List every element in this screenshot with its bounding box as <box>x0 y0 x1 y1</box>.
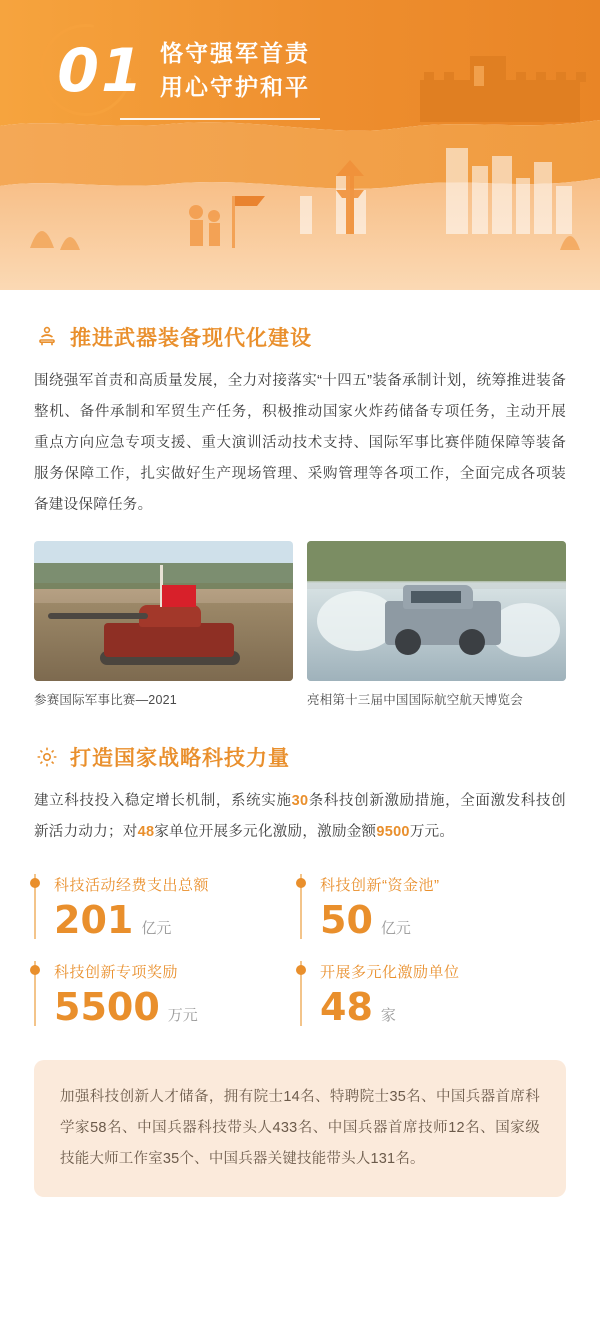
photo-block-vehicle <box>307 541 566 708</box>
stat-label: 科技创新“资金池” <box>320 877 440 894</box>
stat-number: 48 <box>320 985 373 1029</box>
section-heading-weapons <box>34 322 600 352</box>
banner-title <box>160 36 310 104</box>
tech-number-2: 48 <box>137 824 155 840</box>
stat-item <box>300 874 566 942</box>
photo-caption-tank: 参赛国际军事比赛—2021 <box>34 693 177 707</box>
tech-text-part4: 万元。 <box>409 824 455 840</box>
photo-row <box>34 541 566 708</box>
stat-value-row <box>54 985 300 1029</box>
stat-unit: 亿元 <box>380 920 411 937</box>
tech-text-part1: 建立科技投入稳定增长机制，系统实施 <box>34 793 292 809</box>
stat-label: 科技创新专项奖励 <box>54 964 179 981</box>
stat-value-row <box>54 898 300 942</box>
section-paragraph-weapons: 围绕强军首责和高质量发展，全力对接落实“十四五”装备承制计划，统筹推进装备整机、备件承制和军贸生产任务，积极推动国家火炸药储备专项任务，主动开展重点方向应急专项支援、重大演训活动技术支持、国际军事比赛伴随保障等装备服务保障工作，扎实做好生产现场管理、采购管理等各项工作，全面完成各项装备建设保障任务。 <box>34 373 566 513</box>
stat-number: 50 <box>320 898 373 942</box>
stat-number: 201 <box>54 898 134 942</box>
section-paragraph-technology <box>34 786 566 848</box>
tank-photo <box>34 541 293 681</box>
title-underline <box>120 118 320 120</box>
stat-label: 开展多元化激励单位 <box>320 964 460 981</box>
stat-item <box>34 961 300 1029</box>
header-banner <box>0 0 600 290</box>
podium-icon <box>34 324 60 350</box>
photo-caption-vehicle: 亮相第十三届中国国际航空航天博览会 <box>307 693 523 707</box>
section-heading-technology <box>34 742 600 772</box>
section-weapons <box>0 322 600 521</box>
stat-grid <box>34 874 566 1029</box>
stat-value-row <box>320 898 566 942</box>
section-technology <box>0 742 600 848</box>
section-heading-text: 推进武器装备现代化建设 <box>70 327 312 350</box>
tech-text-part3: 家单位开展多元化激励，激励金额 <box>154 824 377 840</box>
stat-unit: 亿元 <box>141 920 172 937</box>
banner-title-line1: 恪守强军首责 <box>160 40 310 66</box>
bullet-dot <box>30 965 40 975</box>
stat-item <box>300 961 566 1029</box>
photo-block-tank <box>34 541 293 708</box>
stat-item <box>34 874 300 942</box>
stat-unit: 家 <box>380 1007 396 1024</box>
gear-icon <box>34 744 60 770</box>
bullet-dot <box>30 878 40 888</box>
stat-number: 5500 <box>54 985 160 1029</box>
tech-number-1: 30 <box>291 793 309 809</box>
tech-text-part2: 条科技创新激励措施，全面激发科技创新活力动力；对 <box>34 793 566 840</box>
tech-number-3: 9500 <box>376 824 410 840</box>
talent-note-text: 加强科技创新人才储备，拥有院士14名、特聘院士35名、中国兵器首席科学家58名、中国兵器科技带头人433名、中国兵器首席技师12名、国家级技能大师工作室35个、中国兵器关键技能带头人131名。 <box>60 1089 540 1167</box>
stat-unit: 万元 <box>167 1007 198 1024</box>
section-number <box>46 32 156 110</box>
armored-vehicle-photo <box>307 541 566 681</box>
section-number-text: 01 <box>57 36 145 106</box>
bullet-dot <box>296 878 306 888</box>
banner-title-line2: 用心守护和平 <box>160 74 310 100</box>
stat-label: 科技活动经费支出总额 <box>54 877 210 894</box>
section-heading-text: 打造国家战略科技力量 <box>70 747 290 770</box>
stat-value-row <box>320 985 566 1029</box>
bullet-dot <box>296 965 306 975</box>
talent-note-card <box>34 1060 566 1197</box>
